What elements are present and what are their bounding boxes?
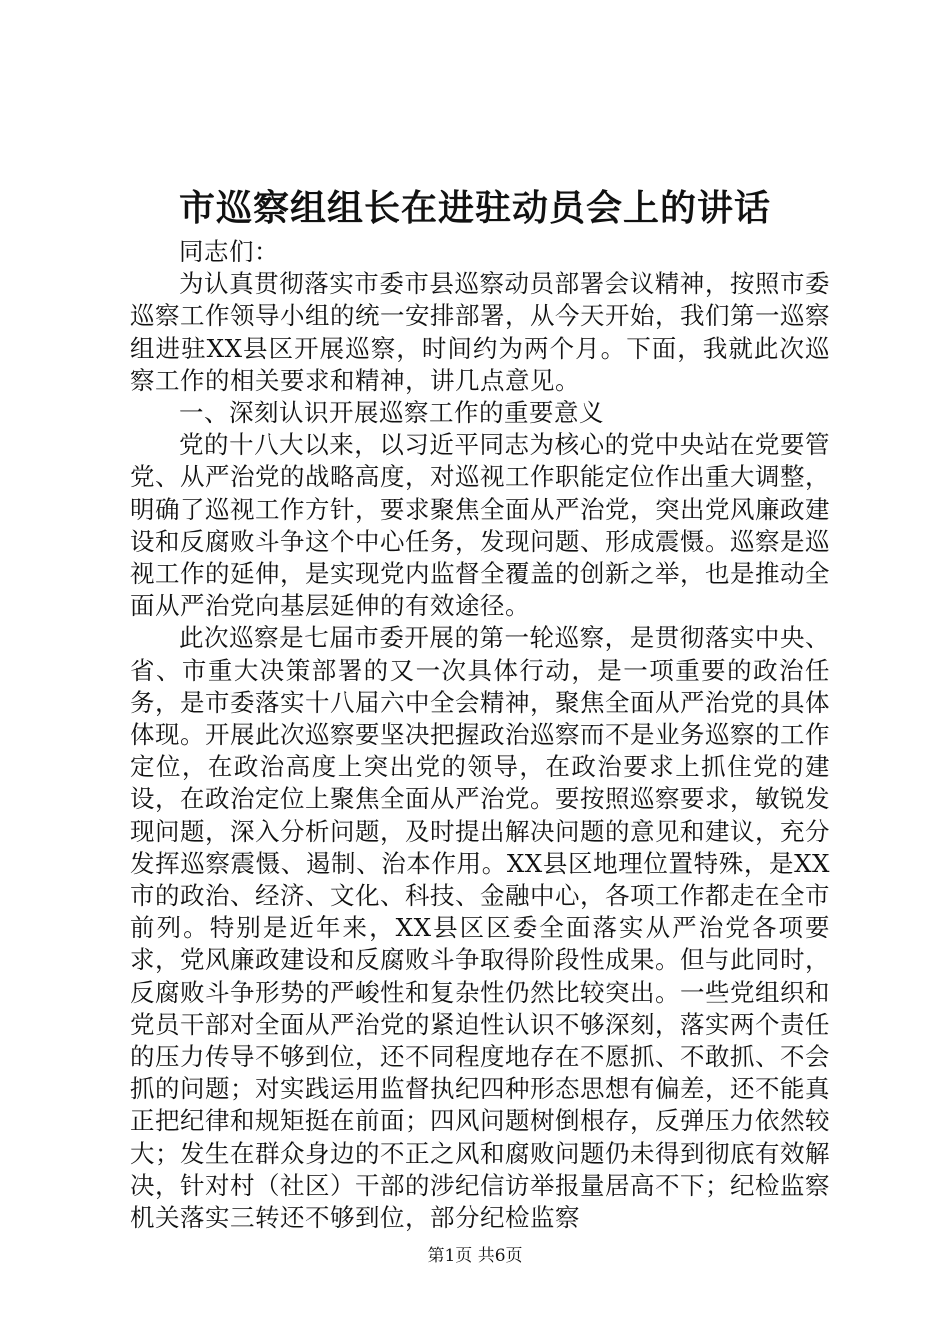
paragraph-task: 此次巡察是七届市委开展的第一轮巡察，是贯彻落实中央、省、市重大决策部署的又一次具体行动，是一项重要的政治任务，是市委落实十八届六中全会精神，聚焦全面从严治党的具体体现。开展此次巡察要坚决把握政治巡察而不是业务巡察的工作定位，在政治高度上突出党的领导，在政治要求上抓住党的建设，在政治定位上聚焦全面从严治党。要按照巡察要求，敏锐发现问题，深入分析问题，及时提出解决问题的意见和建议，充分发挥巡察震慑、遏制、治本作用。XX县区地理位置特殊，是XX市的政治、经济、文化、科技、金融中心，各项工作都走在全市前列。特别是近年来，XX县区区委全面落实从严治党各项要求，党风廉政建设和反腐败斗争取得阶段性成果。但与此同时，反腐败斗争形势的严峻性和复杂性仍然比较突出。一些党组织和党员干部对全面从严治党的紧迫性认识不够深刻，落实两个责任的压力传导不够到位，还不同程度地存在不愿抓、不敢抓、不会抓的问题；对实践运用监督执纪四种形态思想有偏差，还不能真正把纪律和规矩挺在前面；四风问题树倒根存，反弹压力依然较大；发生在群众身边的不正之风和腐败问题仍未得到彻底有效解决，针对村（社区）干部的涉纪信访举报量居高不下；纪检监察机关落实三转还不够到位，部分纪检监察 — [130, 623, 830, 1233]
paragraph-intro: 为认真贯彻落实市委市县巡察动员部署会议精神，按照市委巡察工作领导小组的统一安排部署，从今天开始，我们第一巡察组进驻XX县区开展巡察，时间约为两个月。下面，我就此次巡察工作的相关要求和精神，讲几点意见。 — [130, 269, 830, 395]
page-footer: 第1页 共6页 — [427, 1246, 523, 1266]
salutation: 同志们： — [179, 237, 279, 266]
document-title: 市巡察组组长在进驻动员会上的讲话 — [178, 187, 771, 229]
document-body — [130, 236, 830, 1234]
paragraph-background: 党的十八大以来，以习近平同志为核心的党中央站在党要管党、从严治党的战略高度，对巡视工作职能定位作出重大调整，明确了巡视工作方针，要求聚焦全面从严治党，突出党风廉政建设和反腐败斗争这个中心任务，发现问题、形成震慑。巡察是巡视工作的延伸，是实现党内监督全覆盖的创新之举，也是推动全面从严治党向基层延伸的有效途径。 — [130, 430, 830, 621]
section-heading-1: 一、深刻认识开展巡察工作的重要意义 — [179, 398, 604, 428]
